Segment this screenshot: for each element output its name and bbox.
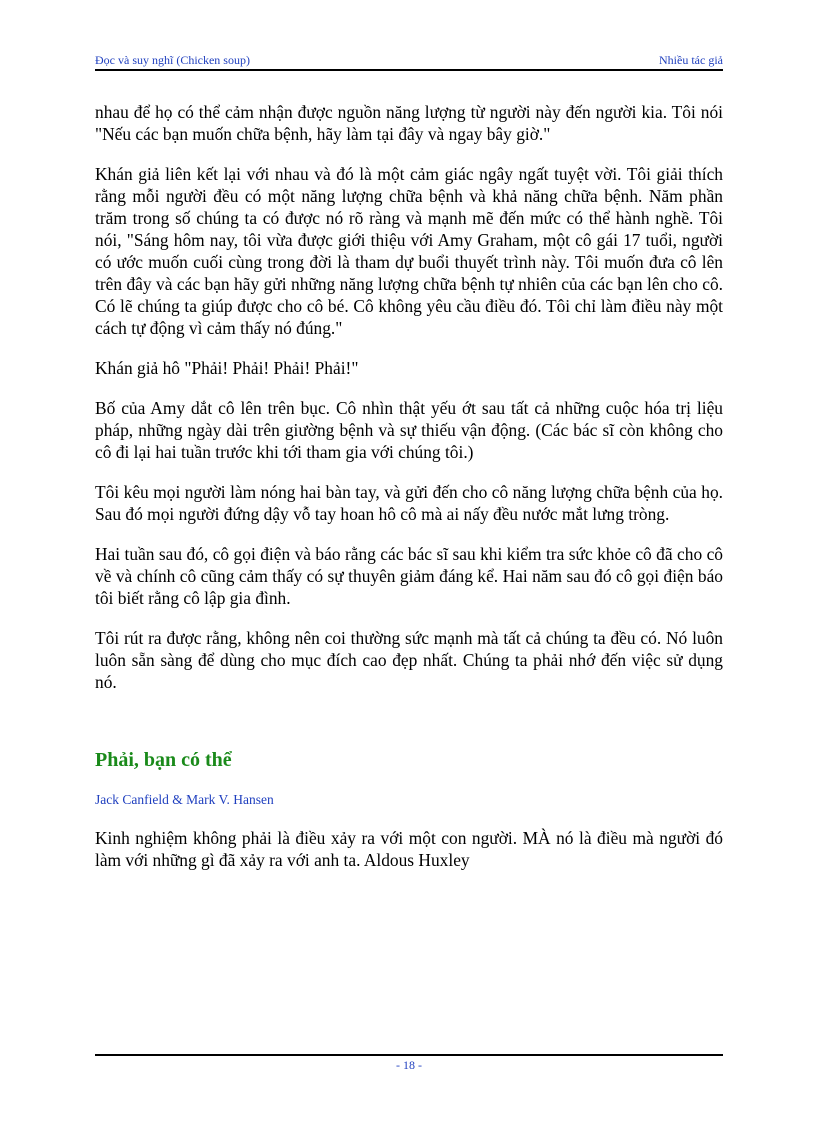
header-book-title: Đọc và suy nghĩ (Chicken soup)	[95, 53, 250, 67]
paragraph-7: Tôi rút ra được rằng, không nên coi thường sức mạnh mà tất cả chúng ta đều có. Nó luôn luôn sẵn sàng để dùng cho mục đích cao đẹp nhất. Chúng ta phải nhớ đến việc sử dụng nó.	[95, 628, 723, 692]
paragraph-1: nhau để họ có thể cảm nhận được nguồn năng lượng từ người này đến người kia. Tôi nói "Nếu các bạn muốn chữa bệnh, hãy làm tại đây và ngay bây giờ."	[95, 102, 723, 144]
page-header	[95, 52, 723, 71]
section-quote: Kinh nghiệm không phải là điều xảy ra với một con người. MÀ nó là điều mà người đó làm với những gì đã xảy ra với anh ta. Aldous Huxley	[95, 828, 723, 870]
paragraph-3: Khán giả hô "Phải! Phải! Phải! Phải!"	[95, 358, 359, 378]
page-footer	[95, 1054, 723, 1073]
page-content	[95, 101, 723, 871]
paragraph-5: Tôi kêu mọi người làm nóng hai bàn tay, và gửi đến cho cô năng lượng chữa bệnh của họ. Sau đó mọi người đứng dậy vỗ tay hoan hô cô mà ai nấy đều nước mắt lưng tròng.	[95, 482, 723, 524]
section-title: Phải, bạn có thể	[95, 749, 232, 771]
paragraph-6: Hai tuần sau đó, cô gọi điện và báo rằng các bác sĩ sau khi kiểm tra sức khỏe cô đã cho cô về và chính cô cũng cảm thấy có sự thuyên giảm đáng kể. Hai năm sau đó cô gọi điện báo tôi biết rằng cô lập gia đình.	[95, 544, 723, 608]
header-author: Nhiều tác giả	[659, 53, 723, 67]
page-number: - 18 -	[396, 1058, 422, 1072]
section-author: Jack Canfield & Mark V. Hansen	[95, 792, 274, 807]
paragraph-4: Bố của Amy dắt cô lên trên bục. Cô nhìn thật yếu ớt sau tất cả những cuộc hóa trị liệu pháp, những ngày dài trên giường bệnh và sự thiếu vận động. (Các bác sĩ còn không cho cô đi lại hai tuần trước khi tới tham gia với chúng tôi.)	[95, 398, 723, 462]
paragraph-2: Khán giả liên kết lại với nhau và đó là một cảm giác ngây ngất tuyệt vời. Tôi giải thích rằng mỗi người đều có một năng lượng chữa bệnh và khả năng chữa bệnh. Năm phần trăm trong số chúng ta có được nó rõ ràng và mạnh mẽ đến mức có thể hành nghề. Tôi nói, "Sáng hôm nay, tôi vừa được giới thiệu với Amy Graham, một cô gái 17 tuổi, người có ước muốn cuối cùng trong đời là tham dự buổi thuyết trình này. Tôi muốn đưa cô lên trên đây và các bạn hãy gửi những năng lượng chữa bệnh tự nhiên của các bạn lên cho cô. Có lẽ chúng ta giúp được cho cô bé. Cô không yêu cầu điều đó. Tôi chỉ làm điều này một cách tự động vì cảm thấy nó đúng."	[95, 164, 723, 338]
